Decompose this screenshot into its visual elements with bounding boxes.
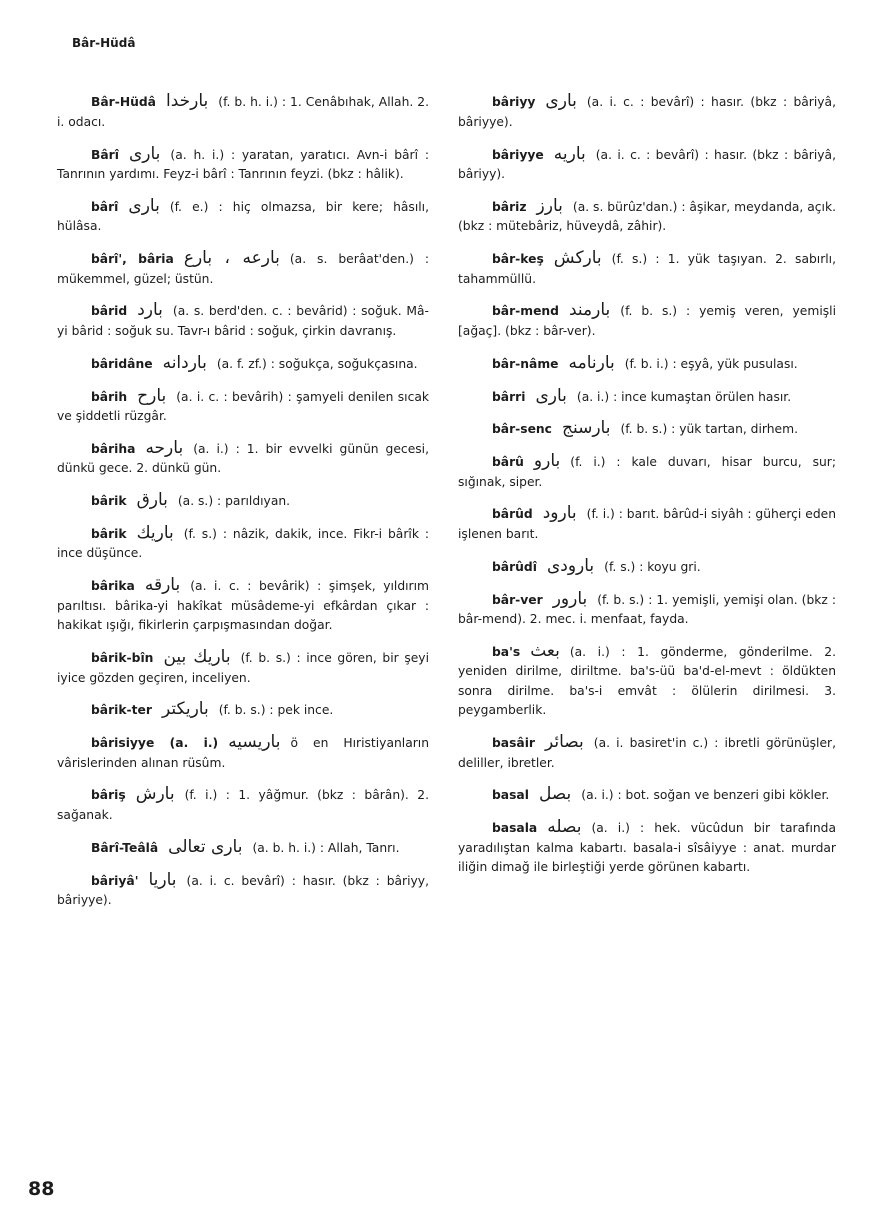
dictionary-entry: basala بصله (a. i.) : hek. vücûdun bir tarafında yaradılıştan kalma kabartı. basala-i sîsâiyye : anat. murdar iliğin dimağ ile birleştiği yerde görünen kabartı. <box>458 817 836 875</box>
dictionary-entry: bârika بارقه (a. i. c. : bevârik) : şimşek, yıldırım parıltısı. bârika-yi hakîkat müsâdeme-yi efkârdan çıkar : hakikat ışığı, fikirlerin çarpışmasından doğar. <box>57 575 429 633</box>
dictionary-entry: bâriş بارش (f. i.) : 1. yâğmur. (bkz : bârân). 2. sağanak. <box>57 784 429 822</box>
dictionary-entry: bâr-nâme بارنامه (f. b. i.) : eşyâ, yük pusulası. <box>492 352 798 373</box>
dictionary-entry: bârisiyye (a. i.) باريسيه ö en Hıristiyanların vârislerinden alınan rüsûm. <box>57 732 429 770</box>
dictionary-entry: basâir بصائر (a. i. basiret'in c.) : ibretli görünüşler, deliller, ibretler. <box>458 732 836 770</box>
dictionary-entry: basal بصل (a. i.) : bot. soğan ve benzeri gibi kökler. <box>492 784 830 805</box>
dictionary-entry: ba's بعث (a. i.) : 1. gönderme, gönderilme. 2. yeniden dirilme, diriltme. ba's-üü ba'd-el-mevt : öldükten sonra dirilme. ba's-i emvât : ölülerin dirilmesi. 3. peygamberlik. <box>458 640 836 718</box>
dictionary-entry: bâridâne باردانه (a. f. zf.) : soğukça, soğukçasına. <box>91 352 418 373</box>
dictionary-entry: bârû بارو (f. i.) : kale duvarı, hisar burcu, sur; sığınak, siper. <box>458 451 836 489</box>
dictionary-entry: bâr-mend بارمند (f. b. s.) : yemiş veren, yemişli [ağaç]. (bkz : bâr-ver). <box>458 300 836 338</box>
dictionary-entry: bâriz بارز (a. s. bürûz'dan.) : âşikar, meydanda, açık. (bkz : mütebâriz, hüveydâ, zâhir). <box>458 195 836 234</box>
dictionary-entry: bârik-ter باريكتر (f. b. s.) : pek ince. <box>91 699 334 720</box>
dictionary-entry: Bârî-Teâlâ بارى تعالى (a. b. h. i.) : Allah, Tanrı. <box>91 836 400 857</box>
dictionary-entry: bârî بارى (f. e.) : hiç olmazsa, bir kere; hâsılı, hülâsa. <box>57 195 429 234</box>
left-column <box>57 80 429 923</box>
dictionary-entry: bârid بارد (a. s. berd'den. c. : bevârid) : soğuk. Mâ-yi bârid : soğuk su. Tavr-ı bârid : soğuk, çirkin davranış. <box>57 300 429 338</box>
dictionary-entry: bârî', bâria بارعه ، بارع (a. s. berâat'den.) : mükemmel, güzel; üstün. <box>57 248 429 286</box>
dictionary-entry: bârik-bîn باريك بين (f. b. s.) : ince gören, bir şeyi iyice gözden geçiren, inceliyen. <box>57 647 429 685</box>
dictionary-entry: bâr-ver بارور (f. b. s.) : 1. yemişli, yemişi olan. (bkz : bâr-mend). 2. mec. i. menfaat, fayda. <box>458 588 836 627</box>
dictionary-entry: bâriha بارحه (a. i.) : 1. bir evvelki günün gecesi, dünkü gece. 2. dünkü gün. <box>57 437 429 476</box>
running-header: Bâr-Hüdâ <box>72 36 136 50</box>
dictionary-entry: bârih بارح (a. i. c. : bevârih) : şamyeli denilen sıcak ve şiddetli rüzgâr. <box>57 385 429 424</box>
dictionary-entry: Bâr-Hüdâ بارخدا (f. b. h. i.) : 1. Cenâbıhak, Allah. 2. i. odacı. <box>57 91 429 129</box>
dictionary-entry: bâriyye باريه (a. i. c. : bevârî) : hasır. (bkz : bâriyâ, bâriyy). <box>458 143 836 182</box>
page-number: 88 <box>28 1178 55 1200</box>
dictionary-entry: bâriyâ' باريا (a. i. c. bevârî) : hasır. (bkz : bâriyy, bâriyye). <box>57 869 429 908</box>
dictionary-entry: bârûdî بارودى (f. s.) : koyu gri. <box>492 555 701 576</box>
dictionary-entry: Bârî بارى (a. h. i.) : yaratan, yaratıcı. Avn-i bârî : Tanrının yardımı. Feyz-i bârî : Tanrının feyzi. (bkz : hâlik). <box>57 143 429 182</box>
dictionary-entry: bâr-senc بارسنج (f. b. s.) : yük tartan, dirhem. <box>492 418 798 439</box>
right-column <box>458 80 836 890</box>
dictionary-entry: bâriyy بارى (a. i. c. : bevârî) : hasır. (bkz : bâriyâ, bâriyye). <box>458 91 836 129</box>
dictionary-entry: bârik باريك (f. s.) : nâzik, dakik, ince. Fikr-i bârîk : ince düşünce. <box>57 522 429 561</box>
dictionary-entry: bâr-keş باركش (f. s.) : 1. yük taşıyan. 2. sabırlı, tahammüllü. <box>458 248 836 286</box>
dictionary-entry: bârûd بارود (f. i.) : barıt. bârûd-i siyâh : güherçi eden işlenen barıt. <box>458 503 836 541</box>
dictionary-entry: bârik بارق (a. s.) : parıldıyan. <box>91 490 291 511</box>
dictionary-entry: bârri بارى (a. i.) : ince kumaştan örülen hasır. <box>492 385 792 406</box>
